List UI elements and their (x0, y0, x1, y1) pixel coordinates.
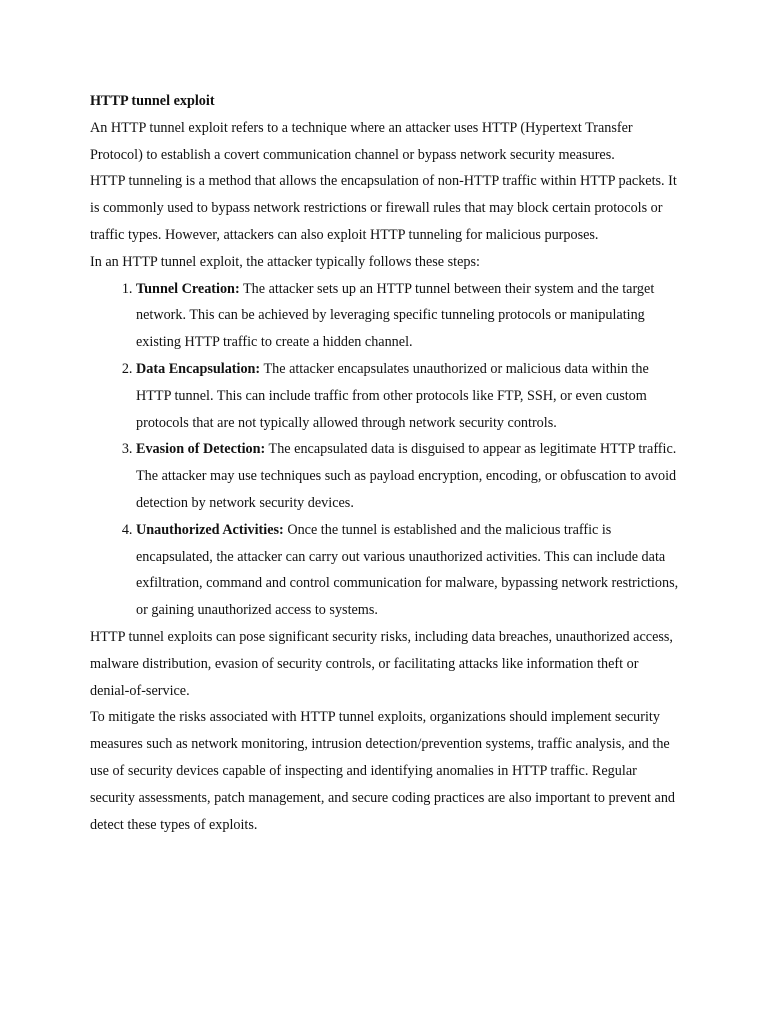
risks-paragraph: HTTP tunnel exploits can pose significant security risks, including data breaches, unauthorized access, malware distribution, evasion of security controls, or facilitating attacks like information theft or denial-of-service. (90, 628, 673, 699)
intro-paragraph: An HTTP tunnel exploit refers to a technique where an attacker uses HTTP (Hypertext Transfer Protocol) to establish a covert communication channel or bypass network security measures. (90, 119, 633, 163)
step-text: The attacker encapsulates unauthorized or malicious data within the HTTP tunnel. This can include traffic from other protocols like FTP, SSH, or even custom protocols that are not typically allowed through network security controls. (136, 360, 649, 431)
list-item (136, 276, 680, 356)
list-item (136, 517, 680, 624)
list-item (136, 436, 680, 516)
step-text: The attacker sets up an HTTP tunnel between their system and the target network. This can be achieved by leveraging specific tunneling protocols or manipulating existing HTTP traffic to create a hidden channel. (136, 280, 655, 351)
tunneling-definition-paragraph: HTTP tunneling is a method that allows the encapsulation of non-HTTP traffic within HTTP packets. It is commonly used to bypass network restrictions or firewall rules that may block certain protocols or traffic types. However, attackers can also exploit HTTP tunneling for malicious purposes. (90, 173, 677, 243)
step-text: The encapsulated data is disguised to appear as legitimate HTTP traffic. The attacker may use techniques such as payload encryption, encoding, or obfuscation to avoid detection by network security devices. (136, 441, 677, 511)
mitigation-paragraph: To mitigate the risks associated with HTTP tunnel exploits, organizations should implement security measures such as network monitoring, intrusion detection/prevention systems, traffic analysis, and the use of security devices capable of inspecting and identifying anomalies in HTTP traffic. Regular security assessments, patch management, and secure coding practices are also important to prevent and detect these types of exploits. (90, 709, 676, 833)
step-title: Data Encapsulation: (136, 360, 261, 377)
step-title: Unauthorized Activities: (136, 521, 284, 538)
step-title: Tunnel Creation: (136, 280, 240, 297)
document-page (90, 88, 680, 838)
list-item (136, 356, 680, 436)
steps-intro-paragraph: In an HTTP tunnel exploit, the attacker typically follows these steps: (90, 253, 480, 270)
step-text: Once the tunnel is established and the malicious traffic is encapsulated, the attacker can carry out various unauthorized activities. This can include data exfiltration, command and control communication for malware, bypassing network restrictions, or gaining unauthorized access to systems. (136, 521, 679, 619)
document-title: HTTP tunnel exploit (90, 93, 215, 109)
steps-list (90, 276, 680, 624)
step-title: Evasion of Detection: (136, 441, 266, 458)
